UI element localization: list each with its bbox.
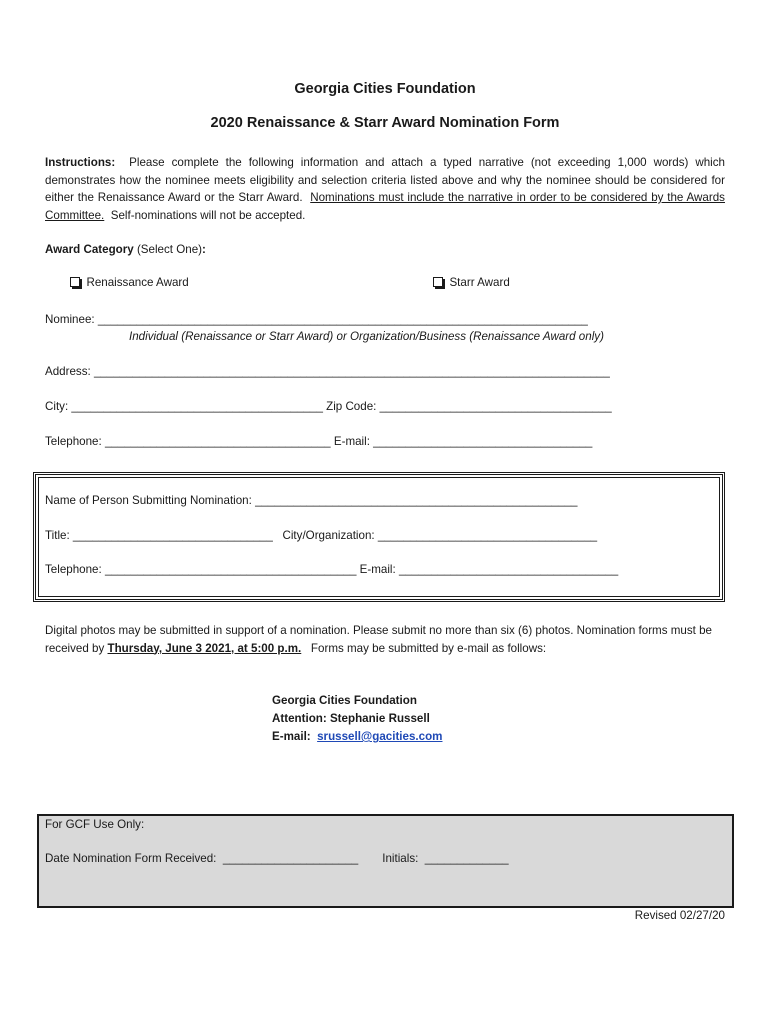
award-category-hint: (Select One) [136,243,203,256]
submission-paragraph [45,622,725,657]
org-title: Georgia Cities Foundation [294,81,476,97]
contact-email-label: E-mail: [272,730,318,743]
submitter-name-field[interactable]: __________________________________________________ [255,494,578,507]
submitter-title-row [45,529,670,542]
city-label: City: [45,400,72,413]
office-use-title: For GCF Use Only: [45,818,145,831]
instructions-tail: Self-nominations will not be accepted. [110,208,306,222]
award-category-label: Award Category [45,243,134,256]
starr-option-label: Starr Award [449,276,510,289]
submitter-phone-field[interactable]: _______________________________________ [104,563,357,576]
contact-org: Georgia Cities Foundation [272,694,417,707]
form-title: 2020 Renaissance & Starr Award Nomination Form [210,115,560,131]
address-label: Address: [45,365,94,378]
telephone-row [45,435,655,448]
submitter-org-field[interactable]: __________________________________ [377,529,598,542]
email-field[interactable]: __________________________________ [373,435,593,448]
office-use-row [45,852,565,865]
contact-block [272,692,442,746]
contact-attention: Attention: Stephanie Russell [272,712,430,725]
instructions-underlined: Nominations must include the narrative in order to be considered by the Awards Committee. [45,191,725,222]
initials-field[interactable]: _____________ [424,852,509,865]
instructions-paragraph [45,154,725,224]
zip-field[interactable]: ____________________________________ [379,400,612,413]
submission-text1: Digital photos may be submitted in support of a nomination. Please submit no more than six (6) photos. Nomination forms must be received by [45,624,712,655]
checkbox-icon[interactable] [70,277,80,287]
nominee-note: Individual (Renaissance or Starr Award) or Organization/Business (Renaissance Award only) [129,330,604,343]
nominee-field[interactable]: ____________________________________________________________________________ [97,313,588,326]
starr-option[interactable] [433,276,510,289]
date-received-label: Date Nomination Form Received: [45,852,223,865]
contact-email-link[interactable]: srussell@gacities.com [317,730,443,743]
instructions-label: Instructions: [45,156,116,169]
checkbox-icon[interactable] [433,277,443,287]
zip-label: Zip Code: [322,400,380,413]
submitter-email-field[interactable]: __________________________________ [398,563,619,576]
award-category-heading [45,243,206,256]
submission-deadline: Thursday, June 3 2021, at 5:00 p.m. [107,641,302,655]
revised-date: Revised 02/27/20 [634,909,725,922]
submission-text2: Forms may be submitted by e-mail as follows: [301,641,547,655]
instructions-text: Please complete the following information and attach a typed narrative (not exceeding 1,000 words) which demonstrates how the nominee meets eligibility and selection criteria listed above and why the nominee should be considered for either the Renaissance Award or the Starr Award. [45,156,725,204]
submitter-title-field[interactable]: _______________________________ [72,529,273,542]
submitter-email-label: E-mail: [356,563,399,576]
submitter-org-label: City/Organization: [282,529,378,542]
contact-email-row [272,728,442,746]
submitter-phone-label: Telephone: [45,563,105,576]
submitter-phone-row [45,563,675,576]
city-row [45,400,665,413]
nominee-row [45,313,645,326]
submitter-name-row [45,494,670,507]
nominee-label: Nominee: [45,313,98,326]
address-row [45,365,665,378]
address-field[interactable]: ________________________________________________________________________________ [93,365,610,378]
submitter-name-label: Name of Person Submitting Nomination: [45,494,256,507]
renaissance-option-label: Renaissance Award [86,276,189,289]
email-label: E-mail: [330,435,374,448]
award-category-colon: : [202,243,206,256]
telephone-label: Telephone: [45,435,105,448]
submitter-title-label: Title: [45,529,73,542]
date-received-field[interactable]: _____________________ [222,852,359,865]
telephone-field[interactable]: ___________________________________ [104,435,331,448]
initials-label: Initials: [382,852,425,865]
city-field[interactable]: _______________________________________ [71,400,323,413]
renaissance-option[interactable] [70,276,189,289]
